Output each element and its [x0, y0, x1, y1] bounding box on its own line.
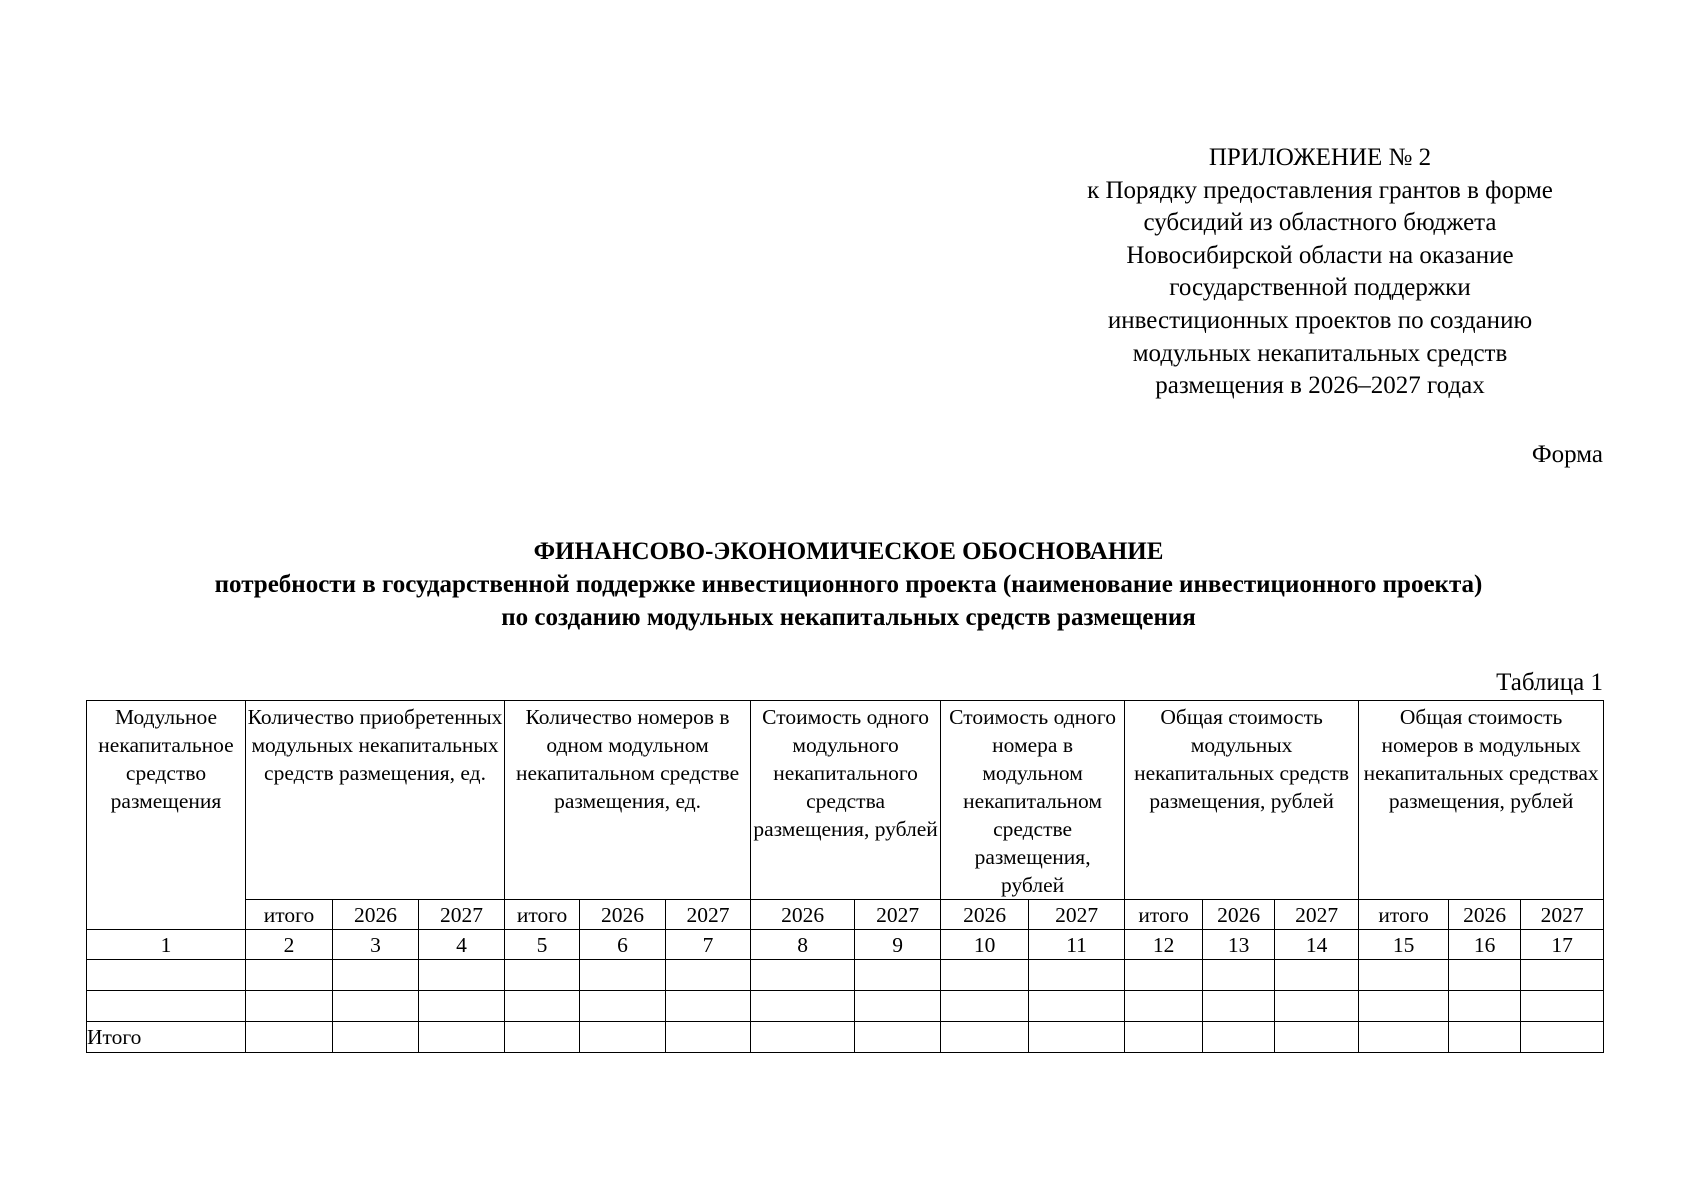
column-number-cell: 3 — [333, 930, 419, 960]
column-number-cell: 10 — [941, 930, 1029, 960]
column-number-cell: 12 — [1125, 930, 1203, 960]
title-line-1: ФИНАНСОВО-ЭКОНОМИЧЕСКОЕ ОБОСНОВАНИЕ — [533, 538, 1164, 565]
table-cell — [1203, 960, 1275, 991]
table-cell — [941, 960, 1029, 991]
column-number-cell: 16 — [1449, 930, 1521, 960]
header-cell: Стоимость одного номера в модульном некапитальном средстве размещения, рублей — [941, 701, 1125, 900]
appendix-line: субсидий из областного бюджета — [1143, 209, 1497, 237]
subheader-cell: итого — [1359, 900, 1449, 930]
table-cell — [1275, 960, 1359, 991]
table-cell — [419, 991, 505, 1022]
table-cell — [1125, 991, 1203, 1022]
table-cell — [333, 991, 419, 1022]
table-cell — [1275, 1022, 1359, 1053]
subheader-cell: 2026 — [941, 900, 1029, 930]
table-cell — [666, 991, 751, 1022]
header-cell: Количество приобретенных модульных некапитальных средств размещения, ед. — [246, 701, 505, 900]
column-number-cell: 13 — [1203, 930, 1275, 960]
table-cell — [246, 1022, 333, 1053]
table-cell — [941, 991, 1029, 1022]
table-cell — [1029, 960, 1125, 991]
table-cell — [1125, 1022, 1203, 1053]
column-number-cell: 4 — [419, 930, 505, 960]
table-cell — [87, 991, 246, 1022]
appendix-header — [1040, 142, 1600, 403]
appendix-line: ПРИЛОЖЕНИЕ № 2 — [1208, 144, 1432, 171]
table-cell — [333, 960, 419, 991]
table-cell — [666, 960, 751, 991]
table-cell — [666, 1022, 751, 1053]
table-cell — [1359, 991, 1449, 1022]
subheader-cell: 2027 — [419, 900, 505, 930]
subheader-cell: 2027 — [666, 900, 751, 930]
table-cell — [1029, 991, 1125, 1022]
column-number-cell: 8 — [751, 930, 855, 960]
table-cell — [505, 991, 580, 1022]
column-number-cell: 1 — [87, 930, 246, 960]
table-cell — [1521, 960, 1604, 991]
subheader-cell: 2026 — [1449, 900, 1521, 930]
table-header-row — [87, 701, 1604, 900]
table-cell — [1359, 1022, 1449, 1053]
table-cell — [855, 991, 941, 1022]
appendix-line: размещения в 2026–2027 годах — [1155, 372, 1485, 400]
table-cell — [751, 1022, 855, 1053]
table-cell — [1359, 960, 1449, 991]
form-label: Форма — [1531, 441, 1603, 468]
table-cell — [1521, 991, 1604, 1022]
table-cell — [1449, 960, 1521, 991]
document-title — [0, 535, 1697, 634]
title-line-3: по созданию модульных некапитальных средств размещения — [501, 604, 1196, 631]
header-cell: Стоимость одного модульного некапитального средства размещения, рублей — [751, 701, 941, 900]
subheader-cell: итого — [1125, 900, 1203, 930]
subheader-cell: 2027 — [855, 900, 941, 930]
subheader-cell: итого — [246, 900, 333, 930]
table-cell — [87, 960, 246, 991]
column-number-cell: 2 — [246, 930, 333, 960]
table-cell — [580, 991, 666, 1022]
header-cell: Модульное некапитальное средство размещения — [87, 701, 246, 930]
appendix-line: Новосибирской области на оказание — [1126, 241, 1514, 269]
total-label: Итого — [87, 1022, 246, 1053]
column-number-cell: 11 — [1029, 930, 1125, 960]
table-caption: Таблица 1 — [1496, 669, 1603, 696]
table-cell — [1203, 991, 1275, 1022]
subheader-cell: 2027 — [1029, 900, 1125, 930]
table-cell — [855, 960, 941, 991]
column-number-cell: 17 — [1521, 930, 1604, 960]
appendix-line: государственной поддержки — [1169, 274, 1471, 302]
appendix-line: инвестиционных проектов по созданию — [1107, 306, 1533, 334]
table-cell — [1449, 991, 1521, 1022]
column-number-cell: 14 — [1275, 930, 1359, 960]
table-total-row — [87, 1022, 1604, 1053]
table-cell — [580, 1022, 666, 1053]
column-number-cell: 7 — [666, 930, 751, 960]
title-line-2: потребности в государственной поддержке инвестиционного проекта (наименование инвестиционного проекта) — [214, 571, 1483, 598]
table-cell — [419, 960, 505, 991]
header-cell: Общая стоимость модульных некапитальных средств размещения, рублей — [1125, 701, 1359, 900]
table-cell — [505, 1022, 580, 1053]
header-cell: Общая стоимость номеров в модульных некапитальных средствах размещения, рублей — [1359, 701, 1604, 900]
table-cell — [1203, 1022, 1275, 1053]
financial-table — [86, 700, 1604, 1053]
table-row — [87, 960, 1604, 991]
subheader-cell: 2027 — [1275, 900, 1359, 930]
subheader-cell: 2026 — [580, 900, 666, 930]
appendix-line: модульных некапитальных средств — [1132, 339, 1508, 367]
subheader-cell: 2026 — [333, 900, 419, 930]
subheader-cell: 2026 — [1203, 900, 1275, 930]
table-cell — [505, 960, 580, 991]
table-cell — [751, 960, 855, 991]
table-cell — [751, 991, 855, 1022]
table-cell — [1125, 960, 1203, 991]
subheader-cell: 2026 — [751, 900, 855, 930]
subheader-cell: итого — [505, 900, 580, 930]
appendix-line: к Порядку предоставления грантов в форме — [1087, 176, 1553, 204]
table-cell — [1521, 1022, 1604, 1053]
table-cell — [941, 1022, 1029, 1053]
column-number-cell: 9 — [855, 930, 941, 960]
subheader-cell: 2027 — [1521, 900, 1604, 930]
table-cell — [1029, 1022, 1125, 1053]
column-number-cell: 5 — [505, 930, 580, 960]
table-row — [87, 991, 1604, 1022]
table-subheader-row — [87, 900, 1604, 930]
column-number-row — [87, 930, 1604, 960]
header-cell: Количество номеров в одном модульном некапитальном средстве размещения, ед. — [505, 701, 751, 900]
table-cell — [1275, 991, 1359, 1022]
table-cell — [333, 1022, 419, 1053]
table-cell — [246, 960, 333, 991]
table-cell — [246, 991, 333, 1022]
table-cell — [855, 1022, 941, 1053]
column-number-cell: 6 — [580, 930, 666, 960]
table-cell — [1449, 1022, 1521, 1053]
table-cell — [419, 1022, 505, 1053]
table-cell — [580, 960, 666, 991]
column-number-cell: 15 — [1359, 930, 1449, 960]
